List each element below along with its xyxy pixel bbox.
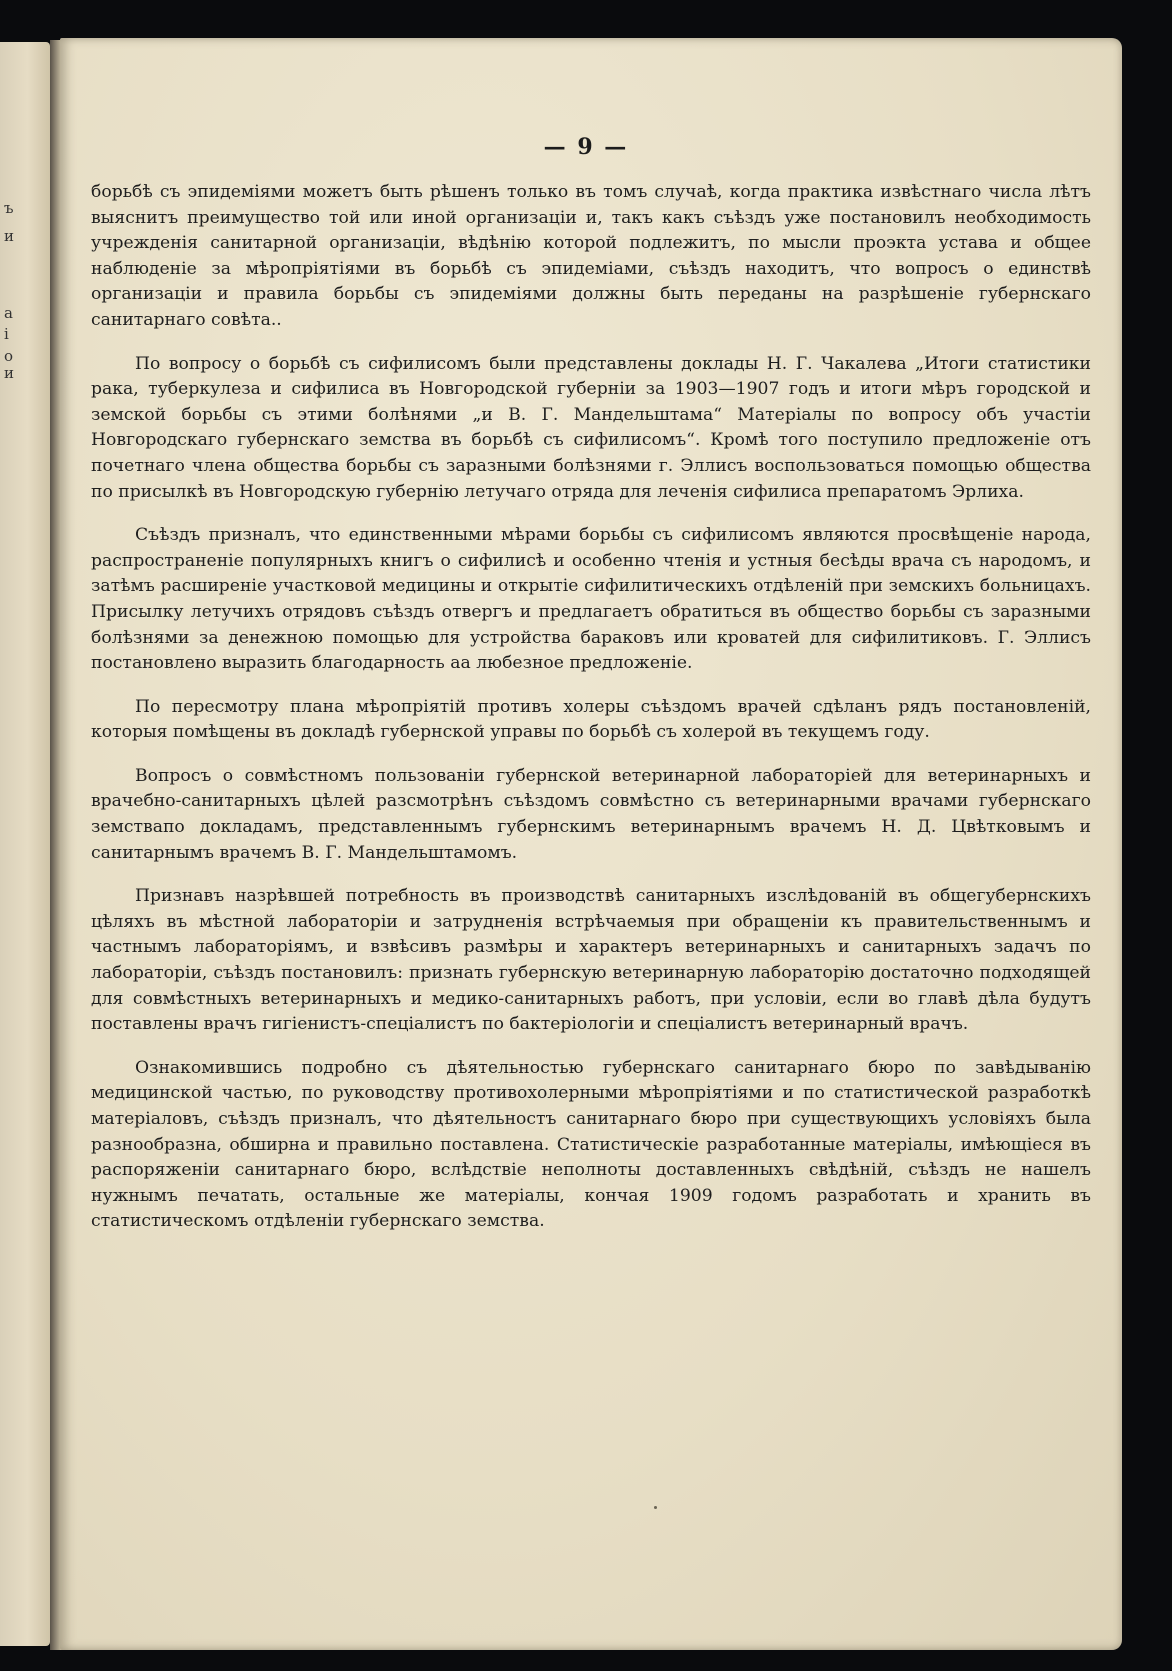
paragraph-syphilis-measures: Съѣздъ призналъ, что единственными мѣрами борьбы съ сифилисомъ являются просвѣщеніе народа, распространеніе популярныхъ книгъ о сифилисѣ и особенно чтенія и устныя бесѣды врача съ народомъ, и затѣмъ расширеніе участковой медицины и открытіе сифилитическихъ отдѣленій при земскихъ больницахъ. Присылку летучихъ отрядовъ съѣздъ отвергъ и предлагаетъ обратиться въ общество борьбы съ заразными болѣзнями за денежною помощью для устройства бараковъ или кроватей для сифилитиковъ. Г. Эллисъ постановлено выразить благодарность аа любезное предложеніе. [91, 525, 1091, 674]
paragraph-syphilis-reports: По вопросу о борьбѣ съ сифилисомъ были представлены доклады Н. Г. Чакалева „Итоги статистики рака, туберкулеза и сифилиса въ Новгородской губерніи за 1903—1907 годъ и итоги мѣръ городской и земской борьбы съ этими болѣнями „и В. Г. Мандельштама“ Матеріалы по вопросу объ участіи Новгородскаго губернскаго земства въ борьбѣ съ сифилисомъ“. Кромѣ того поступило предложеніе отъ почетнаго члена общества борьбы съ заразными болѣзнями г. Эллисъ воспользоваться помощью общества по присылкѣ въ Новгородскую губернію летучаго отряда для леченія сифилиса препаратомъ Эрлиха. [91, 353, 1091, 502]
paper-speck [654, 1506, 657, 1509]
paragraph-cholera-plan: По пересмотру плана мѣропріятій противъ холеры съѣздомъ врачей сдѣланъ рядъ постановленій, которыя помѣщены въ докладѣ губернской управы по борьбѣ съ холерой въ текущемъ году. [91, 696, 1091, 743]
page-number: — 9 — [543, 134, 629, 160]
facing-page-fragment: ъ [4, 199, 14, 217]
facing-page-fragment: а [4, 304, 13, 322]
facing-page-edge [0, 42, 50, 1646]
facing-page-fragment: и [4, 364, 14, 382]
paragraph-epidemics-continued: борьбѣ съ эпидеміями можетъ быть рѣшенъ только въ томъ случаѣ, когда практика извѣстнаго числа лѣтъ выяснитъ преимущество той или иной организаціи и, такъ какъ съѣздъ уже постановилъ необходимость учрежденія санитарной организаціи, вѣдѣнію которой подлежитъ, по мысли проэкта устава и общее наблюденіе за мѣропріятіями въ борьбѣ съ эпидеміами, съѣздъ находитъ, что вопросъ о единствѣ организаціи и правила борьбы съ эпидеміями должны быть переданы на разрѣшеніе губернскаго санитарнаго совѣта.. [91, 182, 1091, 330]
paragraph-laboratory-resolution: Признавъ назрѣвшей потребность въ производствѣ санитарныхъ изслѣдованій въ общегубернскихъ цѣляхъ въ мѣстной лабораторіи и затрудненія встрѣчаемыя при обращеніи къ правительственнымъ и частнымъ лабораторіямъ, и взвѣсивъ размѣры и характеръ ветеринарныхъ и санитарныхъ задачъ по лабораторіи, съѣздъ постановилъ: признать губернскую ветеринарную лабораторію достаточно подходящей для совмѣстныхъ ветеринарныхъ и медико-санитарныхъ работъ, при условіи, если во главѣ дѣла будутъ поставлены врачъ гигіенистъ-спеціалистъ по бактеріологіи и спеціалистъ ветеринарный врачъ. [91, 886, 1091, 1035]
paragraph-veterinary-laboratory: Вопросъ о совмѣстномъ пользованіи губернской ветеринарной лабораторіей для ветеринарныхъ и врачебно-санитарныхъ цѣлей разсмотрѣнъ съѣздомъ совмѣстно съ ветеринарными врачами губернскаго земствапо докладамъ, представленнымъ губернскимъ ветеринарнымъ врачемъ Н. Д. Цвѣтковымъ и санитарнымъ врачемъ В. Г. Мандельштамомъ. [91, 765, 1091, 863]
document-page [60, 38, 1122, 1650]
facing-page-fragment: и [4, 227, 14, 245]
facing-page-fragment: о [4, 347, 14, 365]
page-body [91, 180, 1091, 1235]
facing-page-fragment: і [4, 325, 9, 343]
paragraph-sanitary-bureau: Ознакомившись подробно съ дѣятельностью губернскаго санитарнаго бюро по завѣдыванію медицинской частью, по руководству противохолерными мѣропріятіями и по статистической разработкѣ матеріаловъ, съѣздъ призналъ, что дѣятельностъ санитарнаго бюро при существующихъ условіяхъ была разнообразна, обширна и правильно поставлена. Статистическіе разработанные матеріалы, имѣющіеся въ распоряженіи санитарнаго бюро, вслѣдствіе неполноты доставленныхъ свѣдѣній, съѣздъ не нашелъ нужнымъ печатать, остальные же матеріалы, кончая 1909 годомъ разработать и хранить въ статистическомъ отдѣленіи губернскаго земства. [91, 1057, 1091, 1232]
